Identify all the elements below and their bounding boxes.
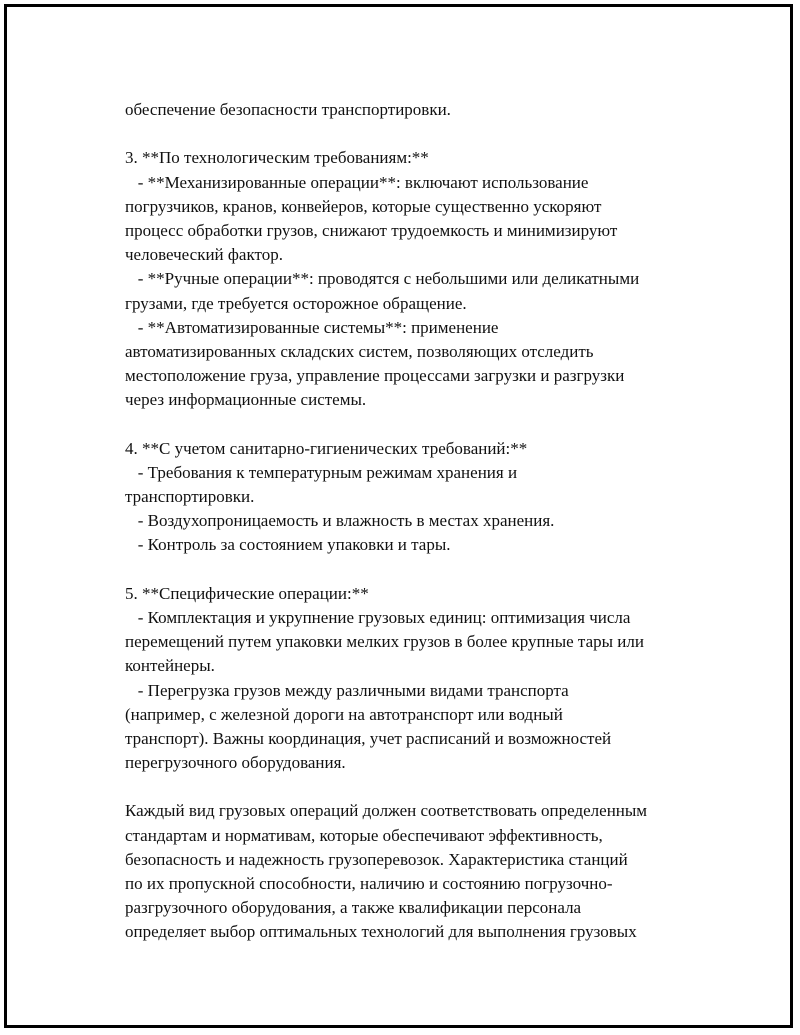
text-line: - Перегрузка грузов между различными видами транспорта — [125, 680, 569, 700]
text-line: погрузчиков, кранов, конвейеров, которые существенно ускоряют — [125, 196, 602, 216]
text-line: по их пропускной способности, наличию и состоянию погрузочно- — [125, 874, 613, 893]
text-line: (например, с железной дороги на автотранспорт или водный — [125, 704, 563, 724]
text-line: разгрузочного оборудования, а также квалификации персонала — [125, 898, 582, 918]
text-line: перемещений путем упаковки мелких грузов в более крупные тары или — [125, 632, 644, 652]
text-line: 5. **Специфические операции:** — [125, 583, 369, 603]
text-line: - Контроль за состоянием упаковки и тары. — [125, 535, 451, 555]
text-line: определяет выбор оптимальных технологий для выполнения грузовых — [125, 922, 637, 942]
text-line: - **Ручные операции**: проводятся с небольшими или деликатными — [125, 269, 640, 289]
blank-line — [125, 558, 725, 582]
text-line: - Воздухопроницаемость и влажность в местах хранения. — [125, 511, 555, 531]
text-line: перегрузочного оборудования. — [125, 753, 346, 773]
text-line: - **Механизированные операции**: включают использование — [125, 172, 589, 192]
document-body — [125, 98, 725, 945]
text-line: 3. **По технологическим требованиям:** — [125, 148, 429, 168]
text-line: Каждый вид грузовых операций должен соответствовать определенным — [125, 801, 648, 821]
page-frame — [4, 4, 793, 1028]
text-line: контейнеры. — [125, 656, 215, 676]
text-line: автоматизированных складских систем, позволяющих отследить — [125, 341, 594, 361]
text-line: - Комплектация и укрупнение грузовых единиц: оптимизация числа — [125, 607, 631, 627]
text-line: 4. **С учетом санитарно-гигиенических требований:** — [125, 438, 528, 458]
text-line: грузами, где требуется осторожное обращение. — [125, 293, 467, 313]
text-line: через информационные системы. — [125, 390, 367, 410]
text-line: транспортировки. — [125, 487, 255, 506]
text-line: обеспечение безопасности транспортировки. — [125, 100, 451, 119]
text-line: процесс обработки грузов, снижают трудоемкость и минимизируют — [125, 220, 618, 240]
blank-line — [125, 775, 725, 799]
text-line: транспорт). Важны координация, учет расписаний и возможностей — [125, 728, 612, 748]
text-line: человеческий фактор. — [125, 245, 283, 265]
blank-line — [125, 122, 725, 146]
text-line: стандартам и нормативам, которые обеспечивают эффективность, — [125, 825, 603, 845]
blank-line — [125, 412, 725, 436]
text-line: безопасность и надежность грузоперевозок. Характеристика станций — [125, 849, 628, 869]
text-line: - Требования к температурным режимам хранения и — [125, 462, 518, 482]
text-line: - **Автоматизированные системы**: применение — [125, 317, 499, 337]
text-line: местоположение груза, управление процессами загрузки и разгрузки — [125, 366, 625, 386]
